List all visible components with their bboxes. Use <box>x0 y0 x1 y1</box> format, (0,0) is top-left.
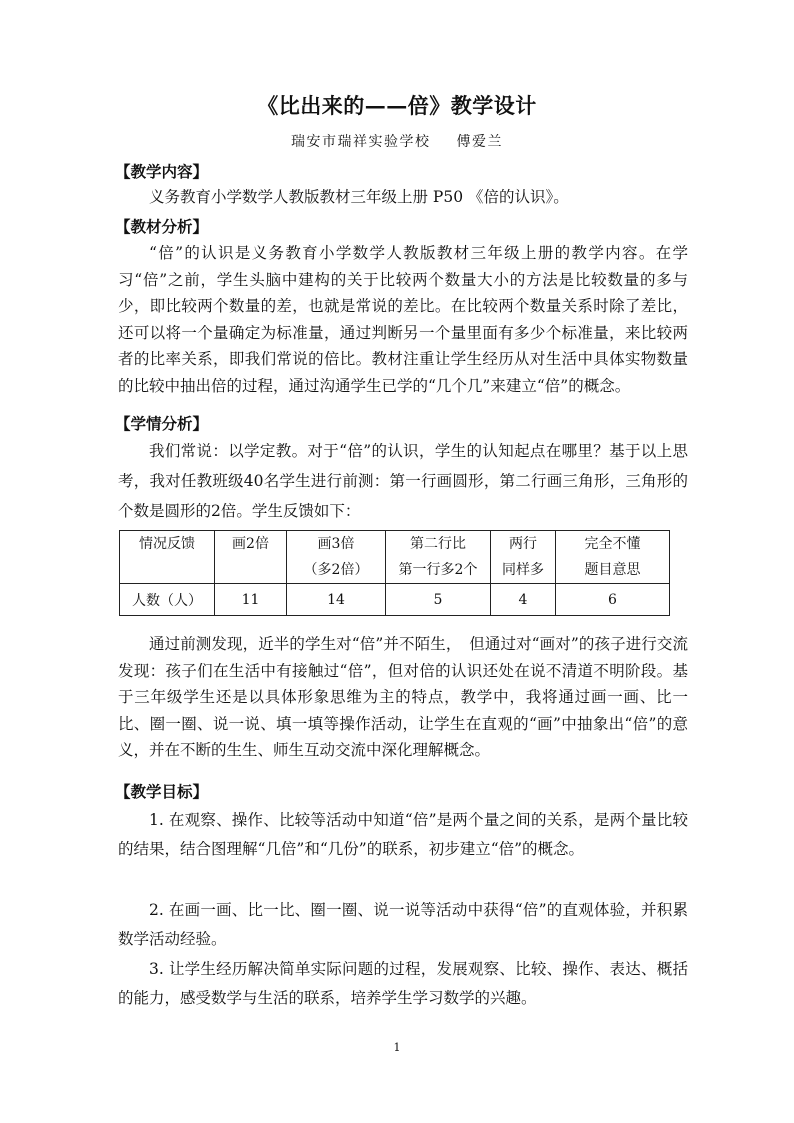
table-header-cell: 画3倍 （多2倍） <box>287 531 386 584</box>
table-cell: 14 <box>287 584 386 616</box>
author-line <box>0 131 794 151</box>
goal-item-1: 1. 在观察、操作、比较等活动中知道“倍”是两个量之间的关系，是两个量比较的结果，结合图理解“几倍”和“几份”的联系，初步建立“倍”的概念。 <box>118 811 688 858</box>
table-header-cell: 两行 同样多 <box>491 531 556 584</box>
table-row <box>120 584 670 616</box>
table-header-cell: 情况反馈 <box>120 531 215 584</box>
heading-learner: 【学情分析】 <box>115 414 209 433</box>
goal-item-3: 3. 让学生经历解决简单实际问题的过程，发展观察、比较、操作、表达、概括的能力，感受数学与生活的联系，培养学生学习数学的兴趣。 <box>118 960 688 1007</box>
table-header-cell: 完全不懂 题目意思 <box>556 531 670 584</box>
table-cell: 11 <box>215 584 287 616</box>
page-title: 《比出来的——倍》教学设计 <box>257 93 537 118</box>
table-cell: 4 <box>491 584 556 616</box>
table-header-row <box>120 531 670 584</box>
heading-goals: 【教学目标】 <box>115 782 209 801</box>
table-cell: 5 <box>386 584 491 616</box>
page-number: 1 <box>393 1041 401 1054</box>
learner-paragraph-2: 通过前测发现，近半的学生对“倍”并不陌生， 但通过对“画对”的孩子进行交流发现：孩子们在生活中有接触过“倍”，但对倍的认识还处在说不清道不明阶段。基于三年级学生还是以具体形象思维为主的特点，教学中，我将通过画一画、比一比、圈一圈、说一说、填一填等操作活动，让学生在直观的“画”中抽象出“倍”的意义，并在不断的生生、师生互动交流中深化理解概念。 <box>118 635 688 759</box>
analysis-paragraph: “倍”的认识是义务教育小学数学人教版教材三年级上册的教学内容。在学习“倍”之前，学生头脑中建构的关于比较两个数量大小的方法是比较数量的多与少，即比较两个数量的差，也就是常说的差比。在比较两个数量关系时除了差比，还可以将一个量确定为标准量，通过判断另一个量里面有多少个标准量，来比较两者的比率关系，即我们常说的倍比。教材注重让学生经历从对生活中具体实物数量的比较中抽出倍的过程，通过沟通学生已学的“几个几”来建立“倍”的概念。 <box>118 244 688 395</box>
heading-analysis: 【教材分析】 <box>115 217 209 236</box>
content-paragraph: 义务教育小学数学人教版教材三年级上册 P50 《倍的认识》。 <box>149 188 569 206</box>
heading-content: 【教学内容】 <box>115 162 209 181</box>
table-cell: 6 <box>556 584 670 616</box>
feedback-table <box>119 530 670 616</box>
author-school: 瑞安市瑞祥实验学校 <box>291 134 431 150</box>
table-header-cell: 画2倍 <box>215 531 287 584</box>
table-cell: 人数（人） <box>120 584 215 616</box>
learner-paragraph: 我们常说：以学定教。对于“倍”的认识，学生的认知起点在哪里？基于以上思考，我对任教班级40名学生进行前测：第一行画圆形，第二行画三角形，三角形的个数是圆形的2倍。学生反馈如下： <box>118 442 688 520</box>
table-header-cell: 第二行比 第一行多2个 <box>386 531 491 584</box>
author-name: 傅爱兰 <box>456 134 503 150</box>
goal-item-2: 2. 在画一画、比一比、圈一圈、说一说等活动中获得“倍”的直观体验，并积累数学活动经验。 <box>118 901 688 948</box>
